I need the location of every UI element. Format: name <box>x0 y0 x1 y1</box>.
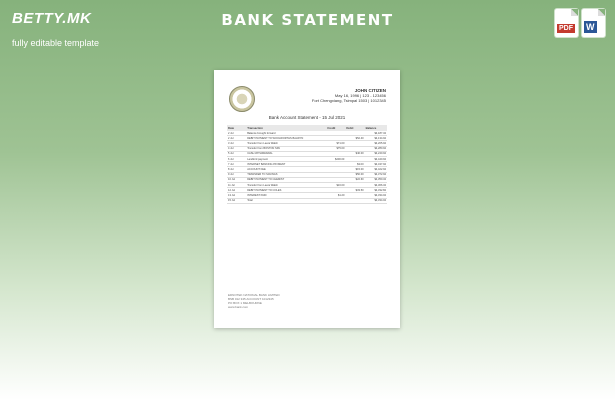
table-cell-date: 7 Jul <box>227 162 246 167</box>
table-cell-balance: $4,422.94 <box>365 167 387 172</box>
statement-title: Bank Account Statement - 15 Jul 2021 <box>268 115 346 120</box>
table-cell-date: 4 Jul <box>227 146 246 151</box>
table-row <box>227 198 387 203</box>
statement-document-preview <box>214 70 400 328</box>
table-cell-transaction: DEBIT PAYMENT TO CHEMIST <box>246 177 326 182</box>
column-header-credit: Credit <box>326 125 345 131</box>
table-cell-transaction: Balance brought forward <box>246 131 326 136</box>
table-cell-balance: $4,334.04 <box>365 193 387 198</box>
page-title: BANK STATEMENT <box>221 11 394 29</box>
table-cell-balance: $4,366.34 <box>365 183 387 188</box>
table-cell-credit: $75.00 <box>326 146 345 151</box>
table-cell-date: 2 Jul <box>227 136 246 141</box>
table-cell-balance: $4,134.94 <box>365 136 387 141</box>
table-cell-date: 8 Jul <box>227 167 246 172</box>
table-cell-transaction: TRANSFER TO SAVINGS <box>246 172 326 177</box>
table-cell-date: 3 Jul <box>227 141 246 146</box>
column-header-date: Date <box>227 125 246 131</box>
table-cell-credit: $16.00 <box>326 183 345 188</box>
bank-info-line: BSB 012 345 ACCOUNT 1012345 <box>228 297 274 301</box>
table-cell-date: 11 Jul <box>227 183 246 188</box>
holder-line-1: May 16, 1996 | 123 - 123456 <box>334 93 386 98</box>
table-cell-transaction: Transfer from BOSTON SPA <box>246 146 326 151</box>
table-cell-credit: $200.00 <box>326 157 345 162</box>
table-cell-debit: $33.50 <box>345 188 364 193</box>
holder-line-2: Fort Chengxiang, Tsimpal 1503 | 1012345 <box>311 98 386 103</box>
table-cell-date: 13 Jul <box>227 193 246 198</box>
table-cell-date: 6 Jul <box>227 157 246 162</box>
account-holder-block <box>312 88 386 103</box>
table-cell-debit: $50.00 <box>345 172 364 177</box>
table-cell-transaction: Landlord payment <box>246 157 326 162</box>
table-cell-credit: $1.20 <box>326 193 345 198</box>
page-fold <box>598 9 605 16</box>
word-file-icon[interactable] <box>582 9 605 37</box>
table-cell-balance: $4,205.94 <box>365 141 387 146</box>
table-cell-balance: $4,334.04 <box>365 198 387 203</box>
table-cell-transaction: Transfer from Laura Walsh <box>246 141 326 146</box>
table-cell-balance: $4,372.94 <box>365 172 387 177</box>
table-cell-debit: $40.00 <box>345 151 364 156</box>
table-cell-transaction: DEBIT PAYMENT TO COLES <box>246 188 326 193</box>
pdf-label: PDF <box>559 25 573 32</box>
table-cell-debit: $3.00 <box>345 162 364 167</box>
file-format-icons <box>555 9 605 37</box>
bank-info <box>228 293 280 309</box>
bank-info-line: EDNOTEK NATIONAL BANK LIMITED <box>228 293 280 297</box>
brand-name: BETTY.MK <box>12 10 92 27</box>
page-fold <box>571 9 578 16</box>
table-cell-date: 12 Jul <box>227 188 246 193</box>
table-cell-balance: $4,440.94 <box>365 157 387 162</box>
table-cell-debit: $52.40 <box>345 136 364 141</box>
table-cell-transaction: INTEREST PAID <box>246 193 326 198</box>
table-cell-date: 9 Jul <box>227 172 246 177</box>
table-cell-transaction: ACCOUNT FEE <box>246 167 326 172</box>
table-cell-date: 10 Jul <box>227 177 246 182</box>
pdf-file-icon[interactable] <box>555 9 578 37</box>
table-cell-debit <box>345 198 364 203</box>
brand-subtitle: fully editable template <box>12 38 100 48</box>
table-cell-transaction: Total <box>246 198 326 203</box>
table-cell-credit: $71.00 <box>326 141 345 146</box>
table-cell-date: 15 Jul <box>227 198 246 203</box>
table-cell-transaction: CASH WITHDRAWAL <box>246 151 326 156</box>
table-cell-transaction: DEBIT PAYMENT TO WOOLWORTHS BALWYN <box>246 136 326 141</box>
column-header-balance: Balance <box>365 125 387 131</box>
column-header-transaction: Transaction <box>246 125 326 131</box>
table-cell-debit: $15.00 <box>345 167 364 172</box>
table-cell-balance: $4,187.34 <box>365 131 387 136</box>
table-cell-balance: $4,280.94 <box>365 146 387 151</box>
table-cell-balance: $4,332.84 <box>365 188 387 193</box>
transactions-table <box>227 125 387 204</box>
table-cell-transaction: INTERNET BANKING PAYMENT <box>246 162 326 167</box>
table-cell-date: 5 Jul <box>227 151 246 156</box>
table-cell-transaction: Transfer from Laura Walsh <box>246 183 326 188</box>
table-cell-balance: $4,350.34 <box>365 177 387 182</box>
bank-seal-icon <box>229 86 255 112</box>
table-cell-date: 2 Jul <box>227 131 246 136</box>
bank-info-line: www.bank.com <box>228 305 249 309</box>
table-cell-balance: $4,437.94 <box>365 162 387 167</box>
table-cell-credit <box>326 198 345 203</box>
transactions-body <box>227 131 387 203</box>
table-cell-debit: $22.60 <box>345 177 364 182</box>
table-cell-balance: $4,240.94 <box>365 151 387 156</box>
word-label: W <box>586 22 595 32</box>
holder-name: JOHN CITIZEN <box>354 88 386 93</box>
column-header-debit: Debit <box>345 125 364 131</box>
bank-info-line: PO BOX 1 MELBOURNE <box>228 301 262 305</box>
